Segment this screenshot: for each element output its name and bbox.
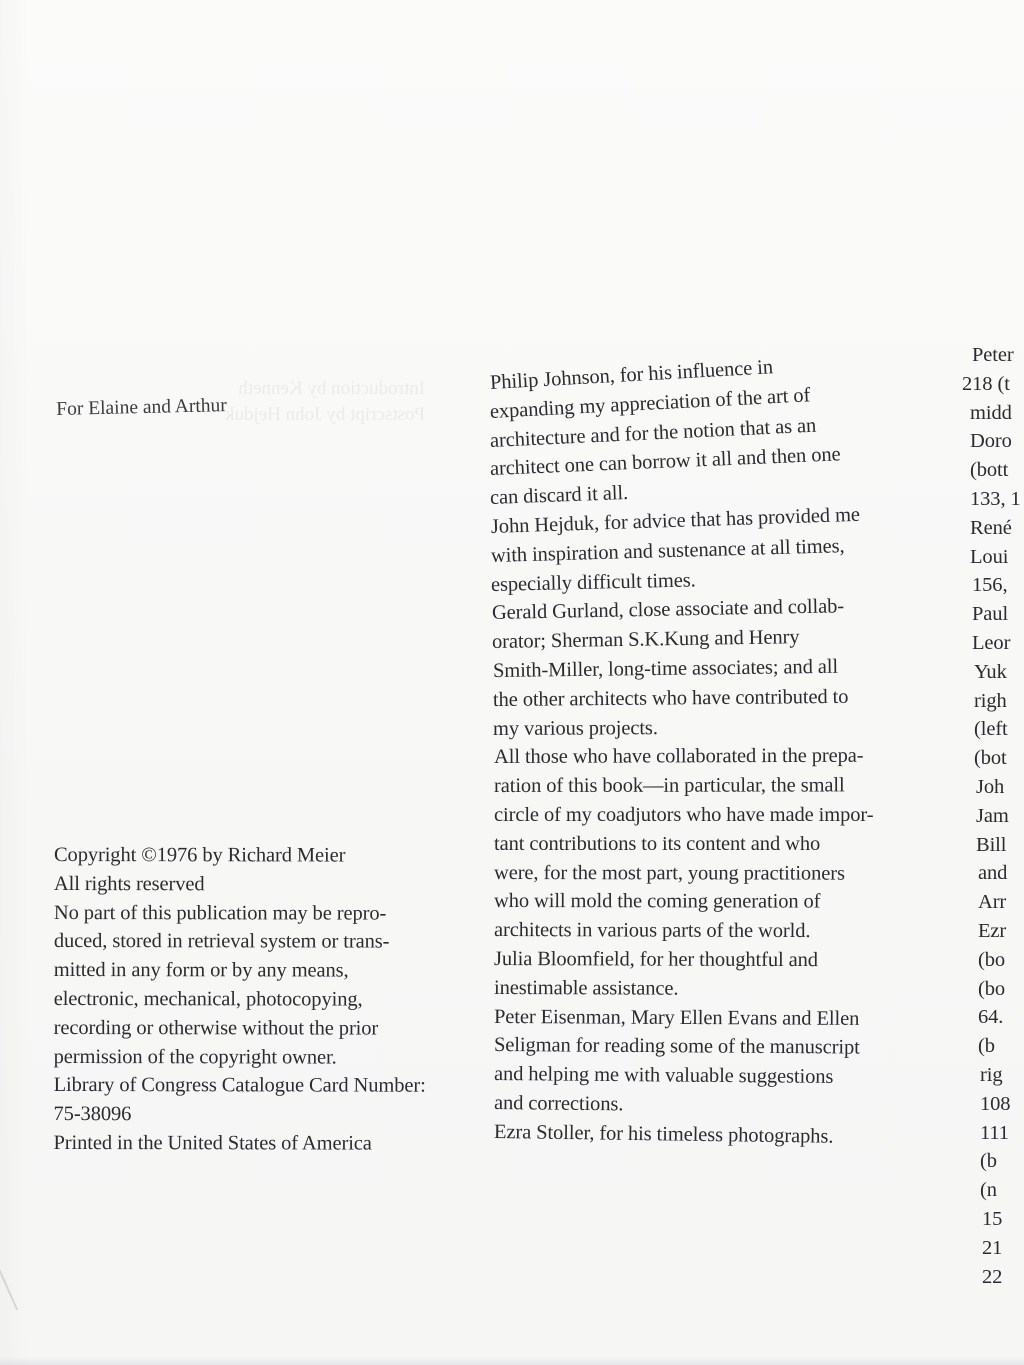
acknowledgment-line: were, for the most part, young practitioners	[493, 861, 845, 885]
acknowledgment-line: the other architects who have contributed to	[492, 685, 849, 711]
photo-credits-column	[962, 341, 1024, 1291]
credit-line: 22	[982, 1265, 1003, 1288]
copyright-notice-line: recording or otherwise without the prior	[53, 1016, 379, 1040]
rights-reserved-line: All rights reserved	[53, 872, 205, 896]
acknowledgment-line: circle of my coadjutors who have made impor-	[494, 803, 874, 826]
acknowledgment-line: orator; Sherman S.K.Kung and Henry	[491, 626, 800, 654]
acknowledgment-line: tant contributions to its content and who	[494, 832, 821, 855]
credit-line: (left	[974, 718, 1008, 741]
acknowledgment-line: Gerald Gurland, close associate and collab-	[491, 595, 845, 625]
show-through-line: Introduction by Kenneth	[238, 378, 426, 399]
credit-line: Bill	[976, 833, 1007, 856]
acknowledgment-line: can discard it all.	[489, 482, 629, 510]
credit-line: Leor	[972, 631, 1011, 654]
copyright-line: Copyright ©1976 by Richard Meier	[53, 844, 346, 867]
credit-line: René	[970, 516, 1012, 539]
credit-line: 64.	[978, 1006, 1004, 1029]
acknowledgment-line: and corrections.	[493, 1091, 624, 1116]
acknowledgment-line: Smith-Miller, long-time associates; and all	[492, 655, 839, 682]
credit-line: (bo	[978, 977, 1006, 1000]
credit-line: Joh	[976, 775, 1005, 798]
credit-line: 133, 1	[970, 487, 1021, 510]
acknowledgment-line: architect one can borrow it all and then one	[489, 443, 841, 481]
credit-line: 108	[980, 1092, 1011, 1115]
acknowledgment-line: my various projects.	[492, 716, 658, 740]
acknowledgment-line: who will mold the coming generation of	[493, 890, 821, 913]
credit-line: 21	[982, 1236, 1003, 1259]
credit-line: 15	[982, 1207, 1003, 1230]
copyright-notice-line: electronic, mechanical, photocopying,	[53, 987, 363, 1011]
printed-in-line: Printed in the United States of America	[53, 1131, 372, 1155]
credit-line: midd	[970, 401, 1012, 424]
credit-line: Jam	[976, 804, 1009, 827]
acknowledgment-line: Philip Johnson, for his influence in	[489, 356, 774, 394]
acknowledgment-line: with inspiration and sustenance at all times,	[490, 534, 845, 567]
credit-line: righ	[974, 689, 1007, 712]
credit-line: rig	[980, 1063, 1003, 1086]
page-crease	[0, 1264, 18, 1310]
credit-line: 111	[980, 1121, 1009, 1144]
acknowledgment-line: All those who have collaborated in the prepa-	[493, 745, 864, 769]
credit-line: 218 (t	[962, 372, 1010, 395]
credit-line: (b	[978, 1035, 995, 1058]
credit-line: (b	[980, 1150, 997, 1173]
dedication: For Elaine and Arthur	[56, 395, 228, 420]
catalogue-card-number: 75-38096	[53, 1103, 132, 1126]
acknowledgment-line: Ezra Stoller, for his timeless photographs.	[493, 1120, 834, 1148]
copyright-notice-line: No part of this publication may be repro-	[53, 901, 387, 925]
acknowledgment-line: Julia Bloomfield, for her thoughtful and	[493, 947, 818, 972]
acknowledgment-line: and helping me with valuable suggestions	[493, 1063, 834, 1089]
credit-line: (bot	[974, 747, 1007, 770]
show-through-text	[225, 376, 425, 428]
credit-line: and	[978, 862, 1008, 885]
acknowledgment-line: architects in various parts of the world.	[493, 919, 811, 943]
acknowledgment-line: Seligman for reading some of the manuscript	[493, 1034, 860, 1059]
credit-line: Peter	[972, 344, 1014, 366]
credit-line: Arr	[978, 891, 1007, 914]
acknowledgment-line: Peter Eisenman, Mary Ellen Evans and Ellen	[493, 1005, 860, 1030]
copyright-notice-line: mitted in any form or by any means,	[53, 959, 349, 982]
credit-line: Doro	[970, 430, 1012, 453]
credit-line: (bo	[978, 948, 1006, 971]
show-through-line: Postscript by John Hejduk	[225, 404, 426, 425]
credit-line: Yuk	[974, 660, 1007, 683]
acknowledgment-line: especially difficult times.	[490, 568, 696, 596]
copyright-block	[53, 841, 474, 1158]
credit-line: Paul	[972, 603, 1009, 626]
acknowledgment-line: expanding my appreciation of the art of	[489, 384, 811, 423]
credit-line: (n	[980, 1179, 997, 1202]
acknowledgment-line: inestimable assistance.	[493, 976, 679, 1000]
credit-line: (bott	[970, 459, 1009, 482]
copyright-notice-line: duced, stored in retrieval system or trans-	[53, 930, 390, 953]
acknowledgment-line: ration of this book—in particular, the small	[493, 774, 845, 798]
credit-line: Loui	[970, 545, 1009, 568]
copyright-notice-line: permission of the copyright owner.	[53, 1045, 337, 1069]
credit-line: 156,	[972, 574, 1008, 597]
acknowledgments-block	[489, 356, 960, 1148]
page-bottom-edge	[0, 1357, 1024, 1365]
acknowledgment-line: architecture and for the notion that as an	[489, 414, 817, 452]
acknowledgment-line: John Hejduk, for advice that has provided me	[490, 503, 861, 538]
catalogue-card-label: Library of Congress Catalogue Card Number:	[53, 1074, 426, 1098]
credit-line: Ezr	[978, 919, 1007, 942]
